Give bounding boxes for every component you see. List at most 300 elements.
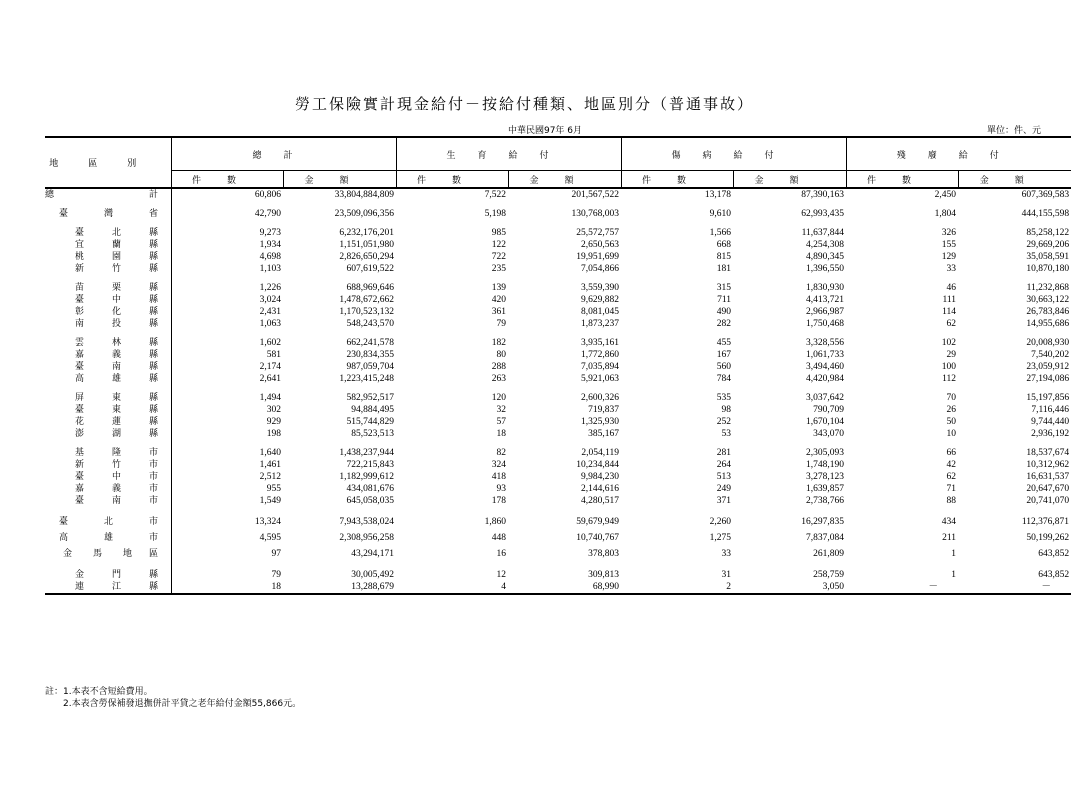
spacer-cell: [396, 562, 508, 569]
region-name-char: 中: [112, 295, 122, 305]
count-cell: 26: [946, 405, 957, 415]
count-cell: 13,324: [254, 517, 281, 527]
spacer-cell: [733, 201, 846, 208]
spacer-cell: [846, 562, 958, 569]
table-row: [45, 416, 1071, 428]
amount-cell: 662,241,578: [346, 338, 395, 348]
region-name-char: 連: [75, 582, 85, 592]
unit-label: 單位：件、元: [986, 126, 1041, 136]
spacer-cell: [171, 201, 283, 208]
amount-cell: 6,232,176,201: [339, 228, 395, 238]
spacer-cell: [396, 507, 508, 514]
amount-cell: 11,232,868: [1026, 283, 1070, 293]
spacer-cell: [733, 220, 846, 227]
spacer-row: [45, 275, 1071, 282]
region-name-cell: [45, 318, 171, 330]
region-header: 地區別: [45, 137, 171, 188]
count-cell: 1,602: [259, 338, 281, 348]
region-name-cell: [45, 373, 171, 385]
region-name-char: 雄: [104, 533, 114, 543]
region-name-char: 投: [112, 319, 122, 329]
table-row: [45, 373, 1071, 385]
spacer-cell: [508, 275, 621, 282]
spacer-cell: [846, 220, 958, 227]
amount-cell: 261,809: [813, 549, 845, 559]
region-name-char: 臺: [75, 405, 85, 415]
region-name-char: 縣: [149, 319, 159, 329]
spacer-cell: [396, 385, 508, 392]
region-name-cell: [45, 404, 171, 416]
amount-cell: 1,478,672,662: [339, 295, 395, 305]
region-name-char: 臺: [75, 496, 85, 506]
amount-cell: 13,288,679: [351, 582, 395, 592]
amount-cell: 343,070: [813, 429, 845, 439]
amount-cell: 19,951,699: [576, 252, 620, 262]
region-name-cell: [45, 349, 171, 361]
region-name-cell: [45, 294, 171, 306]
amount-cell: 790,709: [813, 405, 845, 415]
region-name-char: 竹: [112, 460, 122, 470]
spacer-cell: [171, 220, 283, 227]
spacer-row: [45, 562, 1071, 569]
amount-cell: 16,297,835: [801, 517, 845, 527]
spacer-cell: [508, 201, 621, 208]
count-cell: 70: [946, 393, 957, 403]
amount-cell: 10,870,180: [1026, 264, 1070, 274]
spacer-cell: [733, 275, 846, 282]
count-cell: 249: [716, 484, 732, 494]
region-name-char: 縣: [149, 570, 159, 580]
region-name-char: 宜: [75, 240, 85, 250]
region-name-char: 省: [149, 209, 159, 219]
spacer-cell: [846, 385, 958, 392]
region-name-char: 市: [149, 460, 159, 470]
table-row: [45, 483, 1071, 495]
count-cell: 513: [716, 472, 732, 482]
region-name-char: 高: [59, 533, 69, 543]
table-row: [45, 495, 1071, 507]
spacer-cell: [621, 201, 733, 208]
region-name-char: 臺: [59, 517, 69, 527]
region-name-cell: [45, 428, 171, 440]
spacer-cell: [45, 330, 171, 337]
table-row: [45, 361, 1071, 373]
count-cell: 1,461: [259, 460, 281, 470]
count-cell: 282: [716, 319, 732, 329]
region-name-char: 雲: [75, 338, 85, 348]
spacer-cell: [958, 507, 1071, 514]
count-cell: 235: [491, 264, 507, 274]
count-cell: 98: [721, 405, 732, 415]
table-row: [45, 514, 1071, 530]
spacer-cell: [846, 275, 958, 282]
amount-cell: 230,834,355: [346, 350, 395, 360]
spacer-cell: [958, 330, 1071, 337]
count-cell: 535: [716, 393, 732, 403]
region-name-char: 縣: [149, 240, 159, 250]
count-cell: 9,610: [709, 209, 732, 219]
count-cell: 16: [496, 549, 507, 559]
region-name-char: 區: [149, 549, 159, 559]
amount-cell: 643,852: [1038, 570, 1070, 580]
amount-cell: 9,629,882: [581, 295, 620, 305]
amount-cell: 30,005,492: [351, 570, 395, 580]
amount-cell: 548,243,570: [346, 319, 395, 329]
spacer-cell: [958, 440, 1071, 447]
region-name-cell: [45, 416, 171, 428]
region-name-char: 臺: [75, 295, 85, 305]
amount-cell: 4,420,984: [806, 374, 845, 384]
spacer-cell: [396, 220, 508, 227]
count-cell: 252: [716, 417, 732, 427]
region-name-char: 縣: [149, 307, 159, 317]
count-cell: 46: [946, 283, 957, 293]
count-cell: 50: [946, 417, 957, 427]
amount-cell: 43,294,171: [351, 549, 395, 559]
count-cell: 2: [726, 582, 732, 592]
region-name-char: 蓮: [112, 417, 122, 427]
spacer-cell: [45, 220, 171, 227]
amount-cell: 130,768,003: [571, 209, 620, 219]
table-row: [45, 530, 1071, 546]
spacer-row: [45, 330, 1071, 337]
spacer-cell: [396, 330, 508, 337]
region-name-char: 彰: [75, 307, 85, 317]
amount-cell: 645,058,035: [346, 496, 395, 506]
region-name-char: 東: [112, 393, 122, 403]
amount-cell: 27,194,086: [1026, 374, 1070, 384]
count-cell: 62: [946, 319, 957, 329]
spacer-row: [45, 220, 1071, 227]
amount-cell: 94,884,495: [351, 405, 395, 415]
region-name-cell: [45, 392, 171, 404]
amount-cell: 20,008,930: [1026, 338, 1070, 348]
count-cell: 5,198: [484, 209, 507, 219]
amount-cell: 85,523,513: [351, 429, 395, 439]
spacer-cell: [846, 330, 958, 337]
region-name-char: 縣: [149, 362, 159, 372]
table-row: [45, 349, 1071, 361]
count-cell: 97: [271, 549, 281, 559]
amount-cell: 1,748,190: [806, 460, 845, 470]
count-cell: 288: [491, 362, 507, 372]
count-cell: 2,260: [709, 517, 732, 527]
count-cell: 79: [271, 570, 281, 580]
amount-cell: 385,167: [588, 429, 620, 439]
region-name-char: 花: [75, 417, 85, 427]
amount-cell: 582,952,517: [346, 393, 395, 403]
spacer-cell: [733, 507, 846, 514]
amount-cell: 16,631,537: [1026, 472, 1070, 482]
count-cell: 1,934: [259, 240, 281, 250]
table-row: [45, 318, 1071, 330]
count-cell: 455: [716, 338, 732, 348]
region-name-cell: [45, 188, 171, 201]
region-name-cell: [45, 227, 171, 239]
table-row: [45, 569, 1071, 581]
page-title: 勞工保險實計現金給付－按給付種類、地區別分（普通事故）: [294, 95, 754, 113]
region-name-char: 計: [149, 190, 159, 200]
region-name-char: 縣: [149, 338, 159, 348]
amount-cell: 7,116,446: [1031, 405, 1070, 415]
table-row: [45, 251, 1071, 263]
amount-cell: 23,059,912: [1026, 362, 1070, 372]
table-row: [45, 392, 1071, 404]
count-cell: 1,275: [709, 533, 732, 543]
amount-cell: 1,325,930: [581, 417, 620, 427]
count-cell: 2,512: [259, 472, 281, 482]
amount-cell: 9,984,230: [581, 472, 620, 482]
count-cell: 560: [716, 362, 732, 372]
region-name-cell: [45, 208, 171, 220]
region-name-cell: [45, 581, 171, 594]
amount-cell: 15,197,856: [1026, 393, 1070, 403]
count-header: 件數: [846, 171, 958, 189]
amount-header: 金額: [283, 171, 396, 189]
spacer-row: [45, 385, 1071, 392]
spacer-cell: [508, 440, 621, 447]
count-cell: 1,549: [259, 496, 281, 506]
region-name-char: 縣: [149, 350, 159, 360]
count-cell: 2,450: [934, 190, 957, 200]
spacer-cell: [171, 440, 283, 447]
count-cell: 178: [491, 496, 507, 506]
amount-cell: 25,572,757: [576, 228, 620, 238]
count-cell: 80: [496, 350, 507, 360]
region-name-char: 南: [75, 319, 85, 329]
spacer-cell: [283, 385, 396, 392]
count-cell: 722: [491, 252, 507, 262]
amount-cell: 987,059,704: [346, 362, 395, 372]
count-cell: 418: [491, 472, 507, 482]
region-name-char: 義: [112, 484, 122, 494]
count-cell: 315: [716, 283, 732, 293]
spacer-cell: [283, 201, 396, 208]
region-name-cell: [45, 459, 171, 471]
amount-cell: 3,559,390: [581, 283, 620, 293]
count-cell: 33: [721, 549, 732, 559]
amount-cell: 11,637,844: [801, 228, 845, 238]
count-cell: 1,566: [709, 228, 732, 238]
table-row: [45, 282, 1071, 294]
count-cell: 112: [942, 374, 957, 384]
footnotes: [45, 686, 301, 710]
count-cell: 711: [717, 295, 732, 305]
count-header: 件數: [621, 171, 733, 189]
amount-cell: 1,396,550: [806, 264, 845, 274]
spacer-cell: [846, 440, 958, 447]
amount-cell: 35,058,591: [1026, 252, 1070, 262]
count-cell: 198: [266, 429, 281, 439]
amount-cell: 112,376,871: [1021, 517, 1070, 527]
spacer-cell: [45, 275, 171, 282]
table-row: [45, 337, 1071, 349]
region-name-cell: [45, 447, 171, 459]
spacer-cell: [733, 440, 846, 447]
amount-cell: 7,943,538,024: [339, 517, 395, 527]
count-cell: 361: [491, 307, 507, 317]
amount-cell: 18,537,674: [1026, 448, 1070, 458]
amount-cell: 1,223,415,248: [339, 374, 395, 384]
amount-cell: 2,966,987: [806, 307, 845, 317]
spacer-cell: [171, 330, 283, 337]
region-name-char: 桃: [75, 252, 85, 262]
amount-cell: 3,050: [822, 582, 845, 592]
amount-cell: 7,540,202: [1031, 350, 1070, 360]
count-cell: 18: [496, 429, 507, 439]
spacer-cell: [396, 275, 508, 282]
amount-cell: 4,254,308: [806, 240, 845, 250]
table-row: [45, 306, 1071, 318]
amount-cell: 3,037,642: [806, 393, 845, 403]
region-name-char: 縣: [149, 295, 159, 305]
region-name-cell: [45, 361, 171, 373]
amount-cell: 8,081,045: [581, 307, 620, 317]
spacer-cell: [846, 507, 958, 514]
count-cell: 420: [491, 295, 507, 305]
count-cell: 32: [496, 405, 507, 415]
spacer-cell: [508, 562, 621, 569]
amount-cell: 2,738,766: [806, 496, 845, 506]
table-row: [45, 447, 1071, 459]
region-name-cell: [45, 282, 171, 294]
region-name-char: 臺: [75, 472, 85, 482]
spacer-cell: [45, 385, 171, 392]
region-name-char: 雄: [112, 374, 122, 384]
amount-cell: 309,813: [588, 570, 620, 580]
amount-cell: 9,744,440: [1031, 417, 1070, 427]
count-cell: 71: [946, 484, 957, 494]
amount-cell: 10,740,767: [576, 533, 620, 543]
amount-cell: 3,935,161: [581, 338, 620, 348]
amount-cell: 1,830,930: [806, 283, 845, 293]
region-name-char: 縣: [149, 252, 159, 262]
region-name-cell: [45, 483, 171, 495]
count-cell: 122: [491, 240, 507, 250]
region-name-char: 苗: [75, 283, 85, 293]
count-cell: 4,595: [259, 533, 281, 543]
region-name-cell: [45, 306, 171, 318]
region-name-char: 總: [45, 190, 55, 200]
region-name-char: 縣: [149, 405, 159, 415]
spacer-cell: [283, 220, 396, 227]
spacer-cell: [171, 385, 283, 392]
amount-cell: 444,155,598: [1021, 209, 1070, 219]
footnote-2: 2.本表含勞保補發退撫併計平貸之老年給付金額55,866元。: [45, 699, 302, 709]
region-name-char: 竹: [112, 264, 122, 274]
region-name-char: 縣: [149, 264, 159, 274]
count-cell: 2,431: [259, 307, 281, 317]
spacer-cell: [733, 562, 846, 569]
region-name-char: 江: [112, 582, 122, 592]
amount-cell: 33,804,884,809: [334, 190, 395, 200]
region-name-cell: [45, 530, 171, 546]
spacer-cell: [508, 507, 621, 514]
count-cell: 1,103: [259, 264, 281, 274]
spacer-cell: [621, 562, 733, 569]
amount-cell: 607,619,522: [346, 264, 395, 274]
amount-header: 金額: [733, 171, 846, 189]
table-row: [45, 428, 1071, 440]
count-cell: 955: [266, 484, 281, 494]
count-cell: 31: [721, 570, 732, 580]
count-cell: 2,174: [259, 362, 281, 372]
spacer-cell: [283, 562, 396, 569]
region-name-char: 南: [112, 496, 122, 506]
amount-cell: 20,741,070: [1026, 496, 1070, 506]
region-name-char: 林: [112, 338, 122, 348]
region-name-char: 市: [149, 496, 159, 506]
count-cell: －: [928, 582, 939, 592]
region-name-char: 湖: [112, 429, 122, 439]
spacer-cell: [621, 507, 733, 514]
amount-cell: 3,278,123: [806, 472, 845, 482]
region-name-char: 門: [112, 570, 122, 580]
amount-cell: 1,170,523,132: [339, 307, 395, 317]
spacer-cell: [283, 330, 396, 337]
table-row: [45, 581, 1071, 594]
spacer-cell: [733, 385, 846, 392]
count-cell: 29: [946, 350, 957, 360]
amount-cell: 515,744,829: [346, 417, 395, 427]
region-name-char: 園: [112, 252, 122, 262]
region-name-char: 臺: [75, 362, 85, 372]
count-cell: 120: [491, 393, 507, 403]
amount-cell: 50,199,262: [1026, 533, 1070, 543]
amount-cell: 4,413,721: [806, 295, 845, 305]
count-cell: 490: [716, 307, 732, 317]
region-name-char: 縣: [149, 582, 159, 592]
region-name-char: 澎: [75, 429, 85, 439]
spacer-cell: [958, 562, 1071, 569]
region-name-char: 金: [63, 549, 73, 559]
spacer-cell: [621, 220, 733, 227]
region-name-char: 臺: [75, 228, 85, 238]
count-cell: 33: [946, 264, 957, 274]
spacer-cell: [846, 201, 958, 208]
count-cell: 42,790: [254, 209, 281, 219]
region-name-char: 金: [75, 570, 85, 580]
spacer-row: [45, 440, 1071, 447]
table-row: [45, 227, 1071, 239]
count-cell: 1,804: [934, 209, 957, 219]
amount-cell: 87,390,163: [801, 190, 845, 200]
amount-cell: 30,663,122: [1026, 295, 1070, 305]
count-cell: 581: [266, 350, 281, 360]
count-cell: 42: [946, 460, 957, 470]
count-cell: 326: [941, 228, 957, 238]
region-name-cell: [45, 251, 171, 263]
region-name-char: 東: [112, 405, 122, 415]
count-cell: 4,698: [259, 252, 281, 262]
amount-cell: 2,600,326: [581, 393, 620, 403]
count-cell: 1,226: [259, 283, 281, 293]
count-cell: 324: [491, 460, 507, 470]
region-name-char: 縣: [149, 228, 159, 238]
region-name-char: 栗: [112, 283, 122, 293]
amount-cell: 23,509,096,356: [334, 209, 395, 219]
region-name-char: 南: [112, 362, 122, 372]
spacer-cell: [508, 330, 621, 337]
count-cell: 1: [951, 570, 957, 580]
region-name-char: 中: [112, 472, 122, 482]
spacer-cell: [958, 385, 1071, 392]
spacer-cell: [508, 385, 621, 392]
count-cell: 211: [942, 533, 957, 543]
region-name-cell: [45, 471, 171, 483]
region-name-char: 縣: [149, 374, 159, 384]
count-cell: 93: [496, 484, 507, 494]
